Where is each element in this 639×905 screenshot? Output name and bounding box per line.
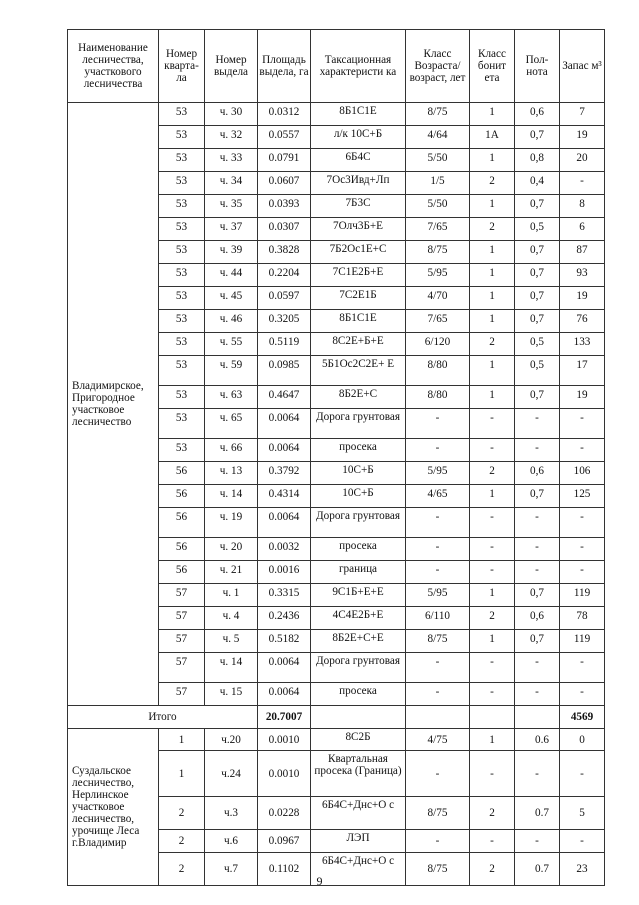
site-class-cell: 2 <box>470 333 515 356</box>
area-cell: 0.3792 <box>258 462 311 485</box>
taxation-cell: Дорога грунтовая <box>311 409 406 439</box>
stock-cell: 23 <box>560 853 605 886</box>
site-class-cell: 1 <box>470 729 515 751</box>
area-cell: 0.0967 <box>258 830 311 853</box>
plot-cell: ч. 66 <box>205 439 258 462</box>
age-class-cell: - <box>406 538 470 561</box>
taxation-cell: Дорога грунтовая <box>311 508 406 538</box>
plot-cell: ч. 46 <box>205 310 258 333</box>
header-plot: Номер выдела <box>205 30 258 103</box>
plot-cell: ч.6 <box>205 830 258 853</box>
taxation-cell: л/к 10С+Б <box>311 126 406 149</box>
area-cell: 0.5119 <box>258 333 311 356</box>
taxation-cell: просека <box>311 538 406 561</box>
taxation-cell: граница <box>311 561 406 584</box>
age-class-cell: 4/64 <box>406 126 470 149</box>
site-class-cell: 1 <box>470 103 515 126</box>
stock-cell: 5 <box>560 797 605 830</box>
area-cell: 0.0064 <box>258 508 311 538</box>
site-class-cell: 2 <box>470 462 515 485</box>
stock-cell: 119 <box>560 630 605 653</box>
quarter-cell: 2 <box>159 853 205 886</box>
density-cell: - <box>515 653 560 683</box>
site-class-cell: 1 <box>470 149 515 172</box>
quarter-cell: 53 <box>159 126 205 149</box>
stock-cell: 6 <box>560 218 605 241</box>
header-density: Пол-нота <box>515 30 560 103</box>
group1-body <box>68 103 605 729</box>
plot-cell: ч. 59 <box>205 356 258 386</box>
age-class-cell: 5/50 <box>406 195 470 218</box>
taxation-cell: Дорога грунтовая <box>311 653 406 683</box>
area-cell: 0.1102 <box>258 853 311 886</box>
group2-body <box>68 729 605 886</box>
header-name: Наименование лесничества, участкового лесничества <box>68 30 159 103</box>
site-class-cell: 1 <box>470 386 515 409</box>
density-cell: 0,7 <box>515 310 560 333</box>
taxation-cell: 9С1Б+Е+Е <box>311 584 406 607</box>
taxation-cell: 6Б4С+Днс+О с <box>311 853 406 886</box>
site-class-cell: - <box>470 439 515 462</box>
density-cell: - <box>515 538 560 561</box>
taxation-cell: 7Ос3Ивд+Лп <box>311 172 406 195</box>
density-cell: - <box>515 439 560 462</box>
plot-cell: ч. 45 <box>205 287 258 310</box>
plot-cell: ч. 44 <box>205 264 258 287</box>
age-class-cell: 8/80 <box>406 356 470 386</box>
taxation-cell: 6Б4С <box>311 149 406 172</box>
area-cell: 0.0032 <box>258 538 311 561</box>
plot-cell: ч. 4 <box>205 607 258 630</box>
header-age-class: Класс Возраста/ возраст, лет <box>406 30 470 103</box>
quarter-cell: 53 <box>159 439 205 462</box>
plot-cell: ч. 35 <box>205 195 258 218</box>
stock-cell: 87 <box>560 241 605 264</box>
plot-cell: ч. 14 <box>205 485 258 508</box>
quarter-cell: 53 <box>159 310 205 333</box>
area-cell: 0.3828 <box>258 241 311 264</box>
site-class-cell: - <box>470 683 515 706</box>
density-cell: 0.7 <box>515 797 560 830</box>
age-class-cell: 8/75 <box>406 241 470 264</box>
group2-name-cell: Суздальское лесничество, Нерлинское участковое лесничество, урочище Леса г.Владимир <box>68 729 159 886</box>
site-class-cell: 2 <box>470 218 515 241</box>
quarter-cell: 53 <box>159 356 205 386</box>
quarter-cell: 1 <box>159 751 205 797</box>
taxation-cell: 7Олч3Б+Е <box>311 218 406 241</box>
quarter-cell: 53 <box>159 287 205 310</box>
quarter-cell: 53 <box>159 195 205 218</box>
plot-cell: ч. 15 <box>205 683 258 706</box>
area-cell: 0.0791 <box>258 149 311 172</box>
taxation-cell: 7Б3С <box>311 195 406 218</box>
area-cell: 0.0597 <box>258 287 311 310</box>
quarter-cell: 53 <box>159 149 205 172</box>
header-area: Площадь выдела, га <box>258 30 311 103</box>
plot-cell: ч. 65 <box>205 409 258 439</box>
age-class-cell: 6/110 <box>406 607 470 630</box>
forest-plots-table <box>67 29 605 886</box>
quarter-cell: 57 <box>159 607 205 630</box>
area-cell: 0.0010 <box>258 729 311 751</box>
header-taxation: Таксационная характеристи ка <box>311 30 406 103</box>
area-cell: 0.4647 <box>258 386 311 409</box>
plot-cell: ч. 55 <box>205 333 258 356</box>
site-class-cell: 1 <box>470 195 515 218</box>
stock-cell: 106 <box>560 462 605 485</box>
taxation-cell: Квартальная просека (Граница) <box>311 751 406 797</box>
plot-cell: ч. 14 <box>205 653 258 683</box>
site-class-cell: 1 <box>470 356 515 386</box>
quarter-cell: 56 <box>159 538 205 561</box>
stock-cell: 133 <box>560 333 605 356</box>
density-cell: 0,7 <box>515 485 560 508</box>
taxation-cell: 6Б4С+Днс+О с <box>311 797 406 830</box>
site-class-cell: - <box>470 538 515 561</box>
quarter-cell: 53 <box>159 409 205 439</box>
density-cell: 0,7 <box>515 287 560 310</box>
age-class-cell: 1/5 <box>406 172 470 195</box>
total-row <box>68 706 605 729</box>
age-class-cell: 8/75 <box>406 103 470 126</box>
age-class-cell: - <box>406 653 470 683</box>
stock-cell: - <box>560 508 605 538</box>
quarter-cell: 53 <box>159 172 205 195</box>
taxation-cell: 8Б1С1Е <box>311 310 406 333</box>
age-class-cell: - <box>406 508 470 538</box>
density-cell: 0,7 <box>515 386 560 409</box>
area-cell: 0.3315 <box>258 584 311 607</box>
stock-cell: - <box>560 751 605 797</box>
stock-cell: - <box>560 561 605 584</box>
density-cell: - <box>515 751 560 797</box>
age-class-cell: 8/75 <box>406 797 470 830</box>
stock-cell: 76 <box>560 310 605 333</box>
site-class-cell: - <box>470 830 515 853</box>
plot-cell: ч. 20 <box>205 538 258 561</box>
taxation-cell: 7С1Е2Б+Е <box>311 264 406 287</box>
density-cell: 0,5 <box>515 356 560 386</box>
age-class-cell: 5/50 <box>406 149 470 172</box>
density-cell: - <box>515 508 560 538</box>
stock-cell: 7 <box>560 103 605 126</box>
site-class-cell: 2 <box>470 607 515 630</box>
stock-cell: - <box>560 439 605 462</box>
stock-cell: 19 <box>560 126 605 149</box>
site-class-cell: 1 <box>470 264 515 287</box>
age-class-cell: - <box>406 439 470 462</box>
plot-cell: ч. 34 <box>205 172 258 195</box>
age-class-cell: 8/80 <box>406 386 470 409</box>
taxation-cell: 4С4Е2Б+Е <box>311 607 406 630</box>
age-class-cell: 4/75 <box>406 729 470 751</box>
age-class-cell: - <box>406 751 470 797</box>
group1-name-cell: Владимирское, Пригородное участковое лесничество <box>68 103 159 706</box>
quarter-cell: 56 <box>159 508 205 538</box>
density-cell: 0.7 <box>515 853 560 886</box>
density-cell: 0,8 <box>515 149 560 172</box>
age-class-cell: - <box>406 830 470 853</box>
stock-cell: 93 <box>560 264 605 287</box>
stock-cell: - <box>560 409 605 439</box>
quarter-cell: 53 <box>159 218 205 241</box>
quarter-cell: 53 <box>159 241 205 264</box>
plot-cell: ч. 32 <box>205 126 258 149</box>
age-class-cell: 4/70 <box>406 287 470 310</box>
stock-cell: 20 <box>560 149 605 172</box>
stock-cell: - <box>560 538 605 561</box>
taxation-cell: просека <box>311 683 406 706</box>
area-cell: 0.5182 <box>258 630 311 653</box>
taxation-cell: 8Б1С1Е <box>311 103 406 126</box>
density-cell: - <box>515 830 560 853</box>
quarter-cell: 56 <box>159 462 205 485</box>
taxation-cell: 8Б2Е+С+Е <box>311 630 406 653</box>
stock-cell: 125 <box>560 485 605 508</box>
quarter-cell: 53 <box>159 264 205 287</box>
density-cell: 0,5 <box>515 218 560 241</box>
density-cell: 0,7 <box>515 630 560 653</box>
header-quarter: Номер кварта-ла <box>159 30 205 103</box>
site-class-cell: - <box>470 508 515 538</box>
age-class-cell: 5/95 <box>406 264 470 287</box>
area-cell: 0.0064 <box>258 439 311 462</box>
site-class-cell: 2 <box>470 853 515 886</box>
quarter-cell: 53 <box>159 103 205 126</box>
plot-cell: ч. 33 <box>205 149 258 172</box>
header-stock: Запас м³ <box>560 30 605 103</box>
taxation-cell: 7Б2Ос1Е+С <box>311 241 406 264</box>
density-cell: 0,7 <box>515 264 560 287</box>
plot-cell: ч. 30 <box>205 103 258 126</box>
site-class-cell: 1 <box>470 287 515 310</box>
taxation-cell: 10С+Б <box>311 462 406 485</box>
quarter-cell: 57 <box>159 653 205 683</box>
density-cell: - <box>515 409 560 439</box>
area-cell: 0.0307 <box>258 218 311 241</box>
plot-cell: ч. 5 <box>205 630 258 653</box>
density-cell: 0,7 <box>515 241 560 264</box>
area-cell: 0.2204 <box>258 264 311 287</box>
site-class-cell: 1А <box>470 126 515 149</box>
table-row <box>68 103 605 126</box>
site-class-cell: 1 <box>470 584 515 607</box>
age-class-cell: - <box>406 561 470 584</box>
site-class-cell: - <box>470 561 515 584</box>
stock-cell: - <box>560 653 605 683</box>
taxation-cell: 8С2Е+Б+Е <box>311 333 406 356</box>
age-class-cell: 8/75 <box>406 853 470 886</box>
age-class-cell: - <box>406 683 470 706</box>
plot-cell: ч.3 <box>205 797 258 830</box>
plot-cell: ч. 63 <box>205 386 258 409</box>
quarter-cell: 57 <box>159 630 205 653</box>
area-cell: 0.0016 <box>258 561 311 584</box>
area-cell: 0.0607 <box>258 172 311 195</box>
area-cell: 0.0010 <box>258 751 311 797</box>
total-area: 20.7007 <box>258 706 311 729</box>
density-cell: 0,7 <box>515 195 560 218</box>
plot-cell: ч.24 <box>205 751 258 797</box>
quarter-cell: 53 <box>159 333 205 356</box>
area-cell: 0.0985 <box>258 356 311 386</box>
stock-cell: 17 <box>560 356 605 386</box>
density-cell: - <box>515 683 560 706</box>
page-number: 9 <box>316 874 323 888</box>
site-class-cell: 1 <box>470 630 515 653</box>
density-cell: - <box>515 561 560 584</box>
density-cell: 0,5 <box>515 333 560 356</box>
taxation-cell: ЛЭП <box>311 830 406 853</box>
age-class-cell: - <box>406 409 470 439</box>
quarter-cell: 57 <box>159 584 205 607</box>
site-class-cell: 1 <box>470 241 515 264</box>
area-cell: 0.0064 <box>258 409 311 439</box>
age-class-cell: 4/65 <box>406 485 470 508</box>
area-cell: 0.2436 <box>258 607 311 630</box>
quarter-cell: 2 <box>159 830 205 853</box>
plot-cell: ч. 39 <box>205 241 258 264</box>
density-cell: 0,7 <box>515 126 560 149</box>
age-class-cell: 7/65 <box>406 218 470 241</box>
site-class-cell: 2 <box>470 797 515 830</box>
area-cell: 0.3205 <box>258 310 311 333</box>
stock-cell: 119 <box>560 584 605 607</box>
area-cell: 0.0557 <box>258 126 311 149</box>
stock-cell: 8 <box>560 195 605 218</box>
age-class-cell: 6/120 <box>406 333 470 356</box>
stock-cell: 0 <box>560 729 605 751</box>
site-class-cell: - <box>470 751 515 797</box>
quarter-cell: 57 <box>159 683 205 706</box>
age-class-cell: 5/95 <box>406 584 470 607</box>
site-class-cell: 1 <box>470 485 515 508</box>
age-class-cell: 7/65 <box>406 310 470 333</box>
plot-cell: ч. 19 <box>205 508 258 538</box>
taxation-cell: 8Б2Е+С <box>311 386 406 409</box>
quarter-cell: 56 <box>159 561 205 584</box>
stock-cell: 19 <box>560 287 605 310</box>
stock-cell: - <box>560 830 605 853</box>
quarter-cell: 2 <box>159 797 205 830</box>
quarter-cell: 53 <box>159 386 205 409</box>
taxation-cell: 10С+Б <box>311 485 406 508</box>
quarter-cell: 1 <box>159 729 205 751</box>
stock-cell: 19 <box>560 386 605 409</box>
site-class-cell: 2 <box>470 172 515 195</box>
plot-cell: ч. 37 <box>205 218 258 241</box>
taxation-cell: просека <box>311 439 406 462</box>
age-class-cell: 5/95 <box>406 462 470 485</box>
age-class-cell: 8/75 <box>406 630 470 653</box>
area-cell: 0.0064 <box>258 653 311 683</box>
site-class-cell: 1 <box>470 310 515 333</box>
table-row <box>68 729 605 751</box>
taxation-cell: 8С2Б <box>311 729 406 751</box>
area-cell: 0.0312 <box>258 103 311 126</box>
total-stock: 4569 <box>560 706 605 729</box>
area-cell: 0.0064 <box>258 683 311 706</box>
header-site-class: Класс бонит ета <box>470 30 515 103</box>
stock-cell: 78 <box>560 607 605 630</box>
density-cell: 0,7 <box>515 584 560 607</box>
plot-cell: ч. 13 <box>205 462 258 485</box>
area-cell: 0.0393 <box>258 195 311 218</box>
area-cell: 0.0228 <box>258 797 311 830</box>
density-cell: 0,4 <box>515 172 560 195</box>
density-cell: 0,6 <box>515 607 560 630</box>
total-label: Итого <box>68 706 258 729</box>
density-cell: 0,6 <box>515 462 560 485</box>
density-cell: 0,6 <box>515 103 560 126</box>
plot-cell: ч.20 <box>205 729 258 751</box>
taxation-cell: 7С2Е1Б <box>311 287 406 310</box>
plot-cell: ч. 21 <box>205 561 258 584</box>
site-class-cell: - <box>470 409 515 439</box>
stock-cell: - <box>560 683 605 706</box>
density-cell: 0.6 <box>515 729 560 751</box>
stock-cell: - <box>560 172 605 195</box>
header-row <box>68 30 605 103</box>
quarter-cell: 56 <box>159 485 205 508</box>
plot-cell: ч. 1 <box>205 584 258 607</box>
taxation-cell: 5Б1Ос2С2Е+ Е <box>311 356 406 386</box>
plot-cell: ч.7 <box>205 853 258 886</box>
site-class-cell: - <box>470 653 515 683</box>
area-cell: 0.4314 <box>258 485 311 508</box>
